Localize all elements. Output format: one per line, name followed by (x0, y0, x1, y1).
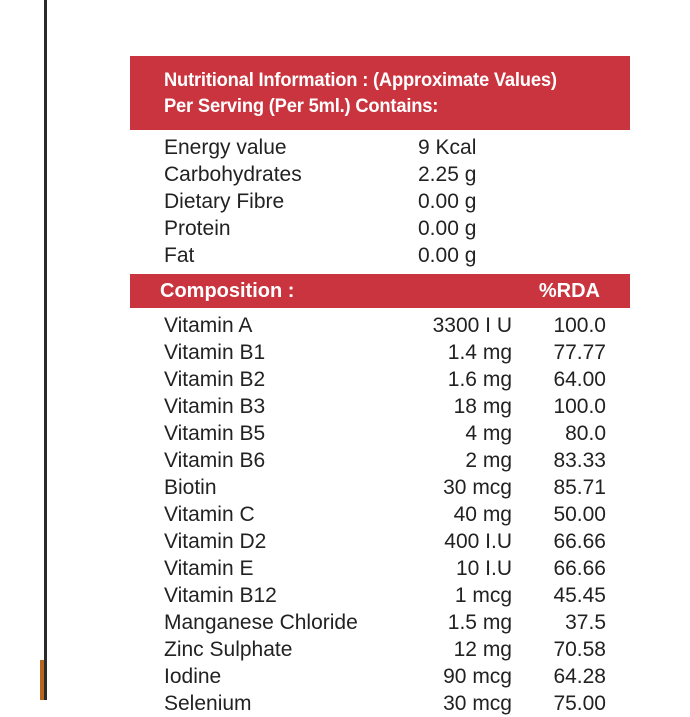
rda-column-header: %RDA (538, 280, 600, 302)
ingredient-amount: 30 mcg (443, 692, 512, 715)
ingredient-rda: 77.77 (553, 341, 606, 364)
nutrition-label-text: Dietary Fibre (164, 190, 285, 213)
ingredient-amount: 2 mg (465, 449, 512, 472)
ingredient-name: Vitamin E (164, 557, 254, 580)
nutrition-value: 0.00 g (418, 190, 477, 213)
ingredient-rda: 66.66 (553, 557, 606, 580)
ingredient-amount: 1 mcg (454, 584, 512, 607)
ingredient-name: Iodine (164, 665, 222, 688)
ingredient-name: Vitamin D2 (164, 530, 267, 553)
ingredient-name: Biotin (164, 476, 217, 499)
nutrition-label-text: Energy value (164, 136, 287, 159)
composition-row (164, 393, 630, 420)
ingredient-name: Manganese Chloride (164, 611, 358, 634)
ingredient-name: Vitamin C (164, 503, 255, 526)
ingredient-name: Vitamin B2 (164, 368, 266, 391)
nutrition-row (164, 188, 604, 215)
ingredient-name: Vitamin B6 (164, 449, 266, 472)
ingredient-rda: 100.0 (553, 314, 606, 337)
composition-row (164, 663, 630, 690)
composition-row (164, 555, 630, 582)
ingredient-name: Selenium (164, 692, 252, 715)
ingredient-amount: 400 I.U (444, 530, 512, 553)
ingredient-amount: 40 mg (453, 503, 512, 526)
nutrition-row (164, 215, 604, 242)
composition-row (164, 474, 630, 501)
composition-row (164, 690, 630, 717)
ingredient-amount: 30 mcg (443, 476, 512, 499)
ingredient-name: Vitamin B1 (164, 341, 266, 364)
ingredient-rda: 50.00 (553, 503, 606, 526)
composition-row (164, 447, 630, 474)
ingredient-rda: 64.00 (553, 368, 606, 391)
nutrition-row (164, 242, 604, 269)
ingredient-rda: 85.71 (553, 476, 606, 499)
composition-row (164, 366, 630, 393)
ingredient-name: Vitamin A (164, 314, 253, 337)
ingredient-amount: 18 mg (453, 395, 512, 418)
nutrition-value: 2.25 g (418, 163, 477, 186)
ingredient-name: Vitamin B3 (164, 395, 266, 418)
ingredient-amount: 1.5 mg (447, 611, 512, 634)
composition-row (164, 501, 630, 528)
nutrition-row (164, 134, 604, 161)
ingredient-amount: 90 mcg (443, 665, 512, 688)
nutrition-value: 0.00 g (418, 244, 477, 267)
nutrition-header (130, 56, 630, 130)
composition-row (164, 528, 630, 555)
nutrition-label-text: Carbohydrates (164, 163, 302, 186)
ingredient-rda: 100.0 (553, 395, 606, 418)
ingredient-rda: 37.5 (565, 611, 606, 634)
left-border-line (44, 0, 47, 700)
header-subtitle: Per Serving (Per 5ml.) Contains: (164, 96, 439, 117)
ingredient-amount: 1.4 mg (447, 341, 512, 364)
composition-title: Composition : (160, 280, 295, 302)
ingredient-rda: 83.33 (553, 449, 606, 472)
ingredient-amount: 3300 I U (432, 314, 512, 337)
ingredient-rda: 66.66 (553, 530, 606, 553)
composition-row (164, 582, 630, 609)
ingredient-name: Vitamin B5 (164, 422, 266, 445)
ingredient-amount: 12 mg (453, 638, 512, 661)
nutrition-label-text: Fat (164, 244, 195, 267)
nutrition-value: 9 Kcal (418, 136, 477, 159)
composition-row (164, 420, 630, 447)
composition-row (164, 636, 630, 663)
composition-row (164, 609, 630, 636)
nutrition-label (130, 56, 630, 716)
ingredient-rda: 64.28 (553, 665, 606, 688)
ingredient-rda: 75.00 (553, 692, 606, 715)
nutrition-label-text: Protein (164, 217, 231, 240)
ingredient-amount: 10 I.U (455, 557, 512, 580)
ingredient-rda: 70.58 (553, 638, 606, 661)
composition-table (164, 312, 630, 717)
ingredient-name: Zinc Sulphate (164, 638, 293, 661)
nutrition-row (164, 161, 604, 188)
ingredient-rda: 45.45 (553, 584, 606, 607)
ingredient-name: Vitamin B12 (164, 584, 277, 607)
composition-row (164, 312, 630, 339)
ingredient-amount: 4 mg (465, 422, 512, 445)
nutrition-facts-list (164, 134, 604, 269)
composition-header (130, 274, 630, 308)
header-title: Nutritional Information : (Approximate Values) (164, 70, 557, 91)
nutrition-value: 0.00 g (418, 217, 477, 240)
ingredient-rda: 80.0 (565, 422, 606, 445)
left-edge-accent (40, 660, 44, 700)
composition-row (164, 339, 630, 366)
ingredient-amount: 1.6 mg (447, 368, 512, 391)
